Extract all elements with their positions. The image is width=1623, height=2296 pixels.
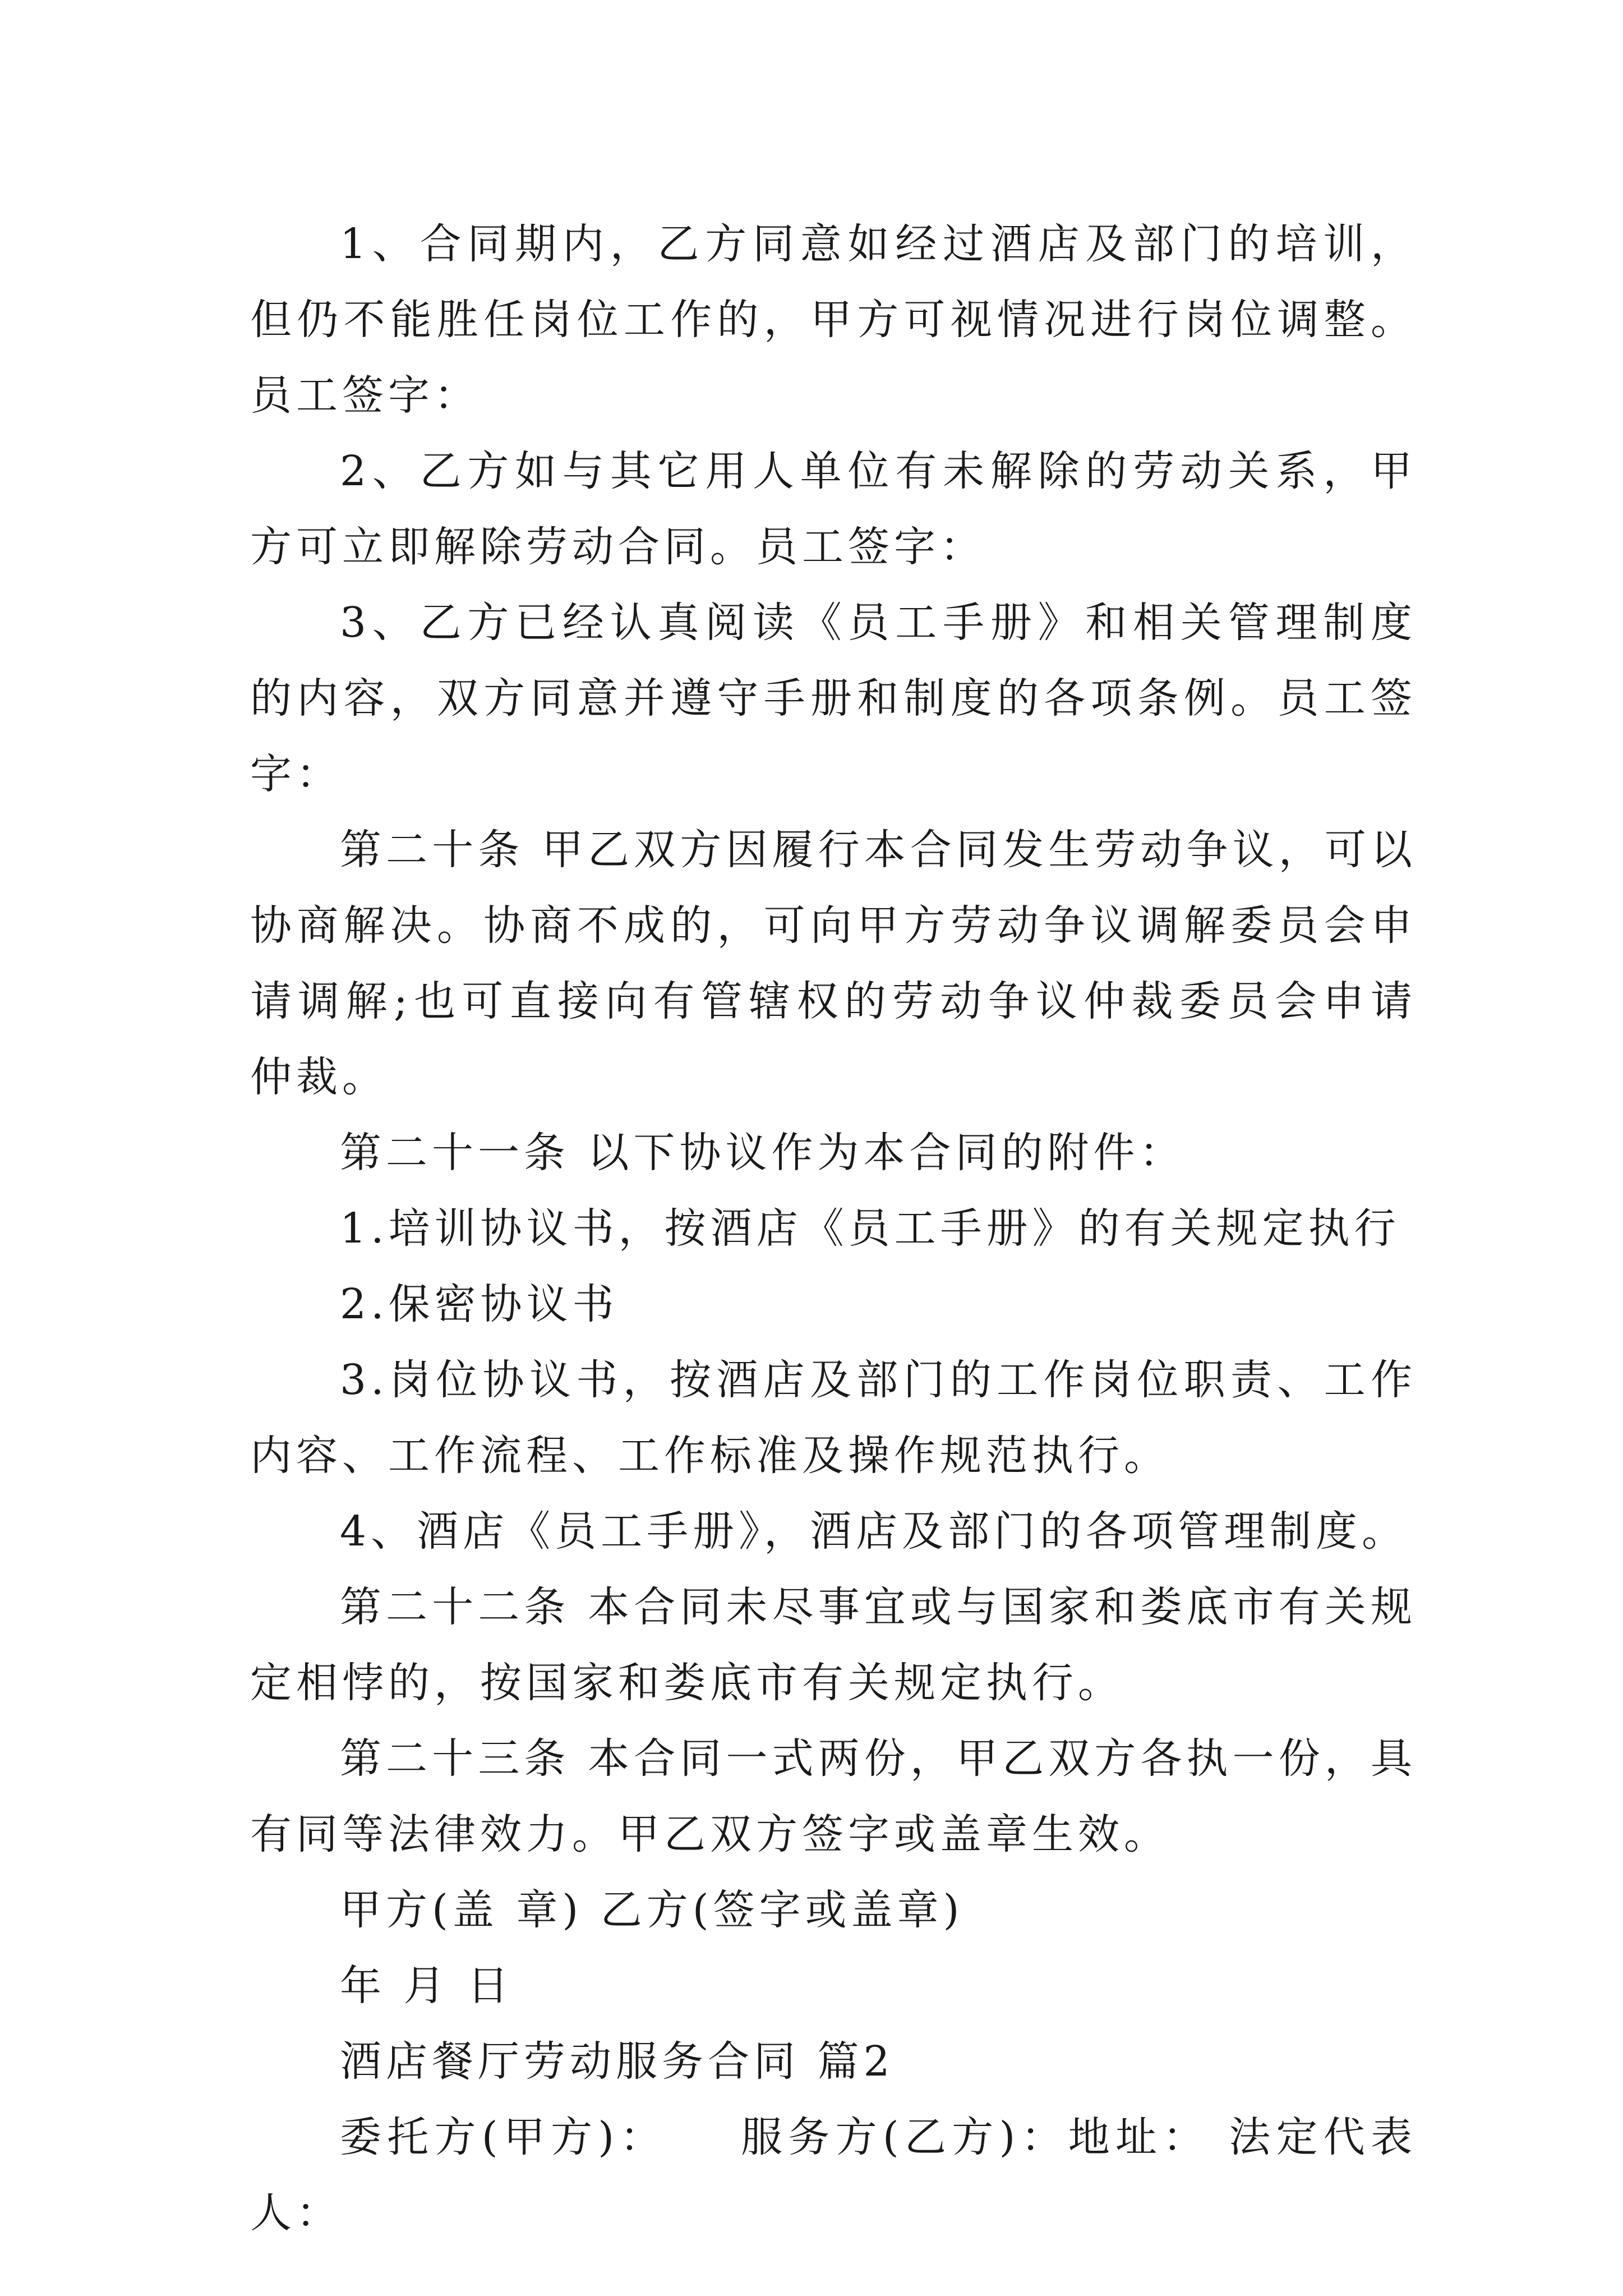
paragraph-attachment-1: 1.培训协议书，按酒店《员工手册》的有关规定执行 bbox=[340, 1204, 1400, 1253]
signature-line: 甲方(盖 章) 乙方(签字或盖章) bbox=[340, 1886, 964, 1934]
paragraph-clause-2: 2、乙方如与其它用人单位有未解除的劳动关系，甲方可立即解除劳动合同。员工签字： bbox=[250, 447, 1417, 571]
section-heading: 酒店餐厅劳动服务合同 篇2 bbox=[340, 2037, 895, 2086]
date-line: 年 月 日 bbox=[340, 1962, 514, 2010]
paragraph-article-20: 第二十条 甲乙双方因履行本合同发生劳动争议，可以协商解决。协商不成的，可向甲方劳动争议调解委员会申请调解;也可直接向有管辖权的劳动争议仲裁委员会申请仲裁。 bbox=[250, 826, 1417, 1101]
paragraph-attachment-3: 3.岗位协议书，按酒店及部门的工作岗位职责、工作内容、工作流程、工作标准及操作规范执行。 bbox=[250, 1356, 1417, 1480]
paragraph-article-23: 第二十三条 本合同一式两份，甲乙双方各执一份，具有同等法律效力。甲乙双方签字或盖章生效。 bbox=[250, 1734, 1417, 1858]
paragraph-attachment-2: 2.保密协议书 bbox=[340, 1280, 619, 1328]
paragraph-clause-1: 1、合同期内，乙方同意如经过酒店及部门的培训，但仍不能胜任岗位工作的，甲方可视情况进行岗位调整。员工签字： bbox=[250, 220, 1417, 420]
paragraph-article-21: 第二十一条 以下协议作为本合同的附件： bbox=[340, 1129, 1186, 1177]
document-body bbox=[250, 206, 1417, 2251]
parties-line: 委托方(甲方)： 服务方(乙方)：地址： 法定代表人： bbox=[250, 2113, 1417, 2237]
paragraph-attachment-4: 4、酒店《员工手册》，酒店及部门的各项管理制度。 bbox=[340, 1507, 1408, 1556]
paragraph-clause-3: 3、乙方已经认真阅读《员工手册》和相关管理制度的内容，双方同意并遵守手册和制度的各项条例。员工签字： bbox=[250, 599, 1417, 798]
paragraph-article-22: 第二十二条 本合同未尽事宜或与国家和娄底市有关规定相悖的，按国家和娄底市有关规定执行。 bbox=[250, 1583, 1417, 1707]
